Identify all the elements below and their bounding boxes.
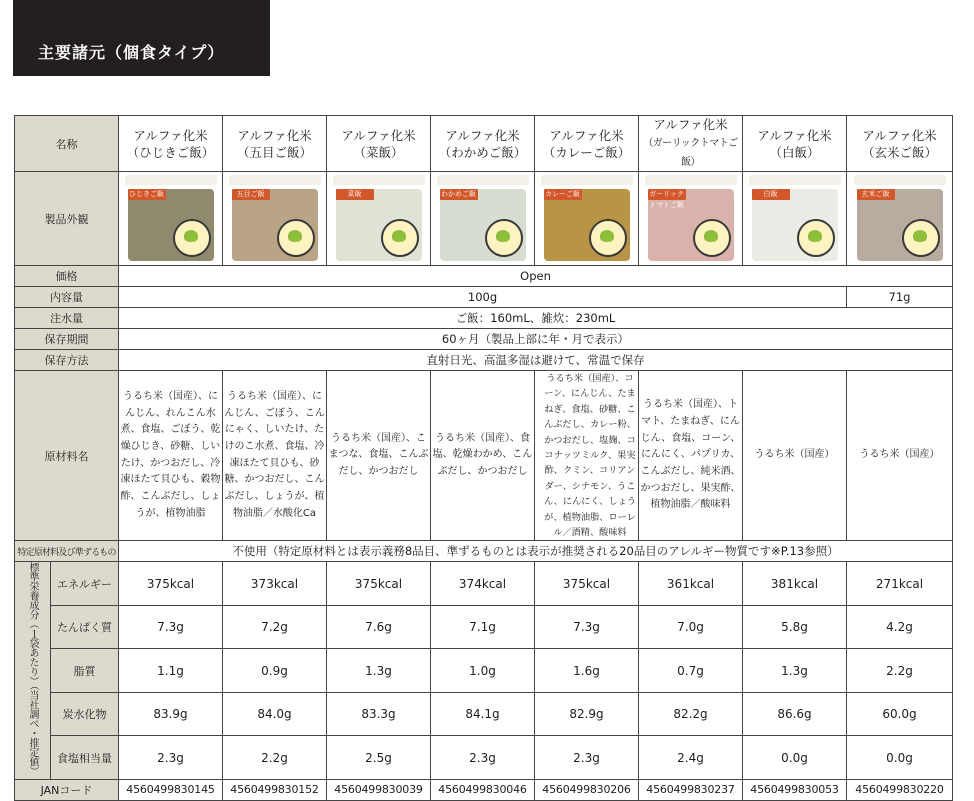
product-name: アルファ化米 （わかめご飯） xyxy=(431,116,535,172)
protein-value: 7.0g xyxy=(639,605,743,649)
product-name: アルファ化米 （カレーご飯） xyxy=(535,116,639,172)
price-value: Open xyxy=(119,266,953,287)
label-salt: 食塩相当量 xyxy=(51,736,119,780)
energy-value: 375kcal xyxy=(327,562,431,606)
row-allergen xyxy=(15,541,953,562)
salt-value: 2.4g xyxy=(639,736,743,780)
jan-code: 4560499830206 xyxy=(535,779,639,800)
label-energy: エネルギー xyxy=(51,562,119,606)
energy-value: 375kcal xyxy=(119,562,223,606)
label-protein: たんぱく質 xyxy=(51,605,119,649)
fat-value: 1.1g xyxy=(119,649,223,693)
protein-value: 4.2g xyxy=(847,605,953,649)
carbs-value: 82.9g xyxy=(535,692,639,736)
salt-value: 2.3g xyxy=(119,736,223,780)
product-name: アルファ化米 （五目ご飯） xyxy=(223,116,327,172)
carbs-value: 84.0g xyxy=(223,692,327,736)
content-value-genmai: 71g xyxy=(847,287,953,308)
carbs-value: 83.3g xyxy=(327,692,431,736)
ingredients-text: うるち米（国産）、こまつな、食塩、こんぶだし、かつおだし xyxy=(327,371,431,541)
label-jan: JANコード xyxy=(15,779,119,800)
label-water: 注水量 xyxy=(15,308,119,329)
product-name: アルファ化米 （菜飯） xyxy=(327,116,431,172)
label-fat: 脂質 xyxy=(51,649,119,693)
energy-value: 374kcal xyxy=(431,562,535,606)
storage-method-value: 直射日光、高温多湿は避けて、常温で保存 xyxy=(119,350,953,371)
fat-value: 0.9g xyxy=(223,649,327,693)
product-package-image: ひじきご飯 xyxy=(125,175,217,263)
protein-value: 7.3g xyxy=(535,605,639,649)
row-carbs xyxy=(15,692,953,736)
mascot-icon xyxy=(797,219,835,257)
label-name: 名称 xyxy=(15,116,119,172)
storage-period-value: 60ヶ月（製品上部に年・月で表示） xyxy=(119,329,953,350)
fat-value: 0.7g xyxy=(639,649,743,693)
row-jan xyxy=(15,779,953,800)
product-package-image: 玄米ご飯 xyxy=(854,175,946,263)
carbs-value: 84.1g xyxy=(431,692,535,736)
row-appearance xyxy=(15,172,953,266)
label-ingredients: 原材料名 xyxy=(15,371,119,541)
ingredients-text: うるち米（国産） xyxy=(847,371,953,541)
energy-value: 373kcal xyxy=(223,562,327,606)
ingredients-text: うるち米（国産） xyxy=(743,371,847,541)
energy-value: 271kcal xyxy=(847,562,953,606)
ingredients-text: うるち米（国産）、にんじん、ごぼう、こんにゃく、しいたけ、たけのこ水煮、食塩、冷凍ほたて貝ひも、砂糖、かつおだし、こんぶだし、しょうが、植物油脂／水酸化Ca xyxy=(223,371,327,541)
water-value: ご飯：160mL、雑炊：230mL xyxy=(119,308,953,329)
row-ingredients xyxy=(15,371,953,541)
label-price: 価格 xyxy=(15,266,119,287)
mascot-icon xyxy=(902,219,940,257)
fat-value: 1.3g xyxy=(327,649,431,693)
salt-value: 2.5g xyxy=(327,736,431,780)
product-package-image: 五目ご飯 xyxy=(229,175,321,263)
row-storage-method xyxy=(15,350,953,371)
row-price xyxy=(15,266,953,287)
mascot-icon xyxy=(693,219,731,257)
energy-value: 361kcal xyxy=(639,562,743,606)
salt-value: 2.3g xyxy=(431,736,535,780)
jan-code: 4560499830046 xyxy=(431,779,535,800)
fat-value: 1.3g xyxy=(743,649,847,693)
fat-value: 2.2g xyxy=(847,649,953,693)
row-fat xyxy=(15,649,953,693)
ingredients-text: うるち米（国産）、にんじん、れんこん水煮、食塩、ごぼう、乾燥ひじき、砂糖、しいたけ、かつおだし、冷凍ほたて貝ひも、穀物酢、こんぶだし、しょうが、植物油脂 xyxy=(119,371,223,541)
row-energy xyxy=(15,562,953,606)
label-storage-period: 保存期間 xyxy=(15,329,119,350)
salt-value: 2.2g xyxy=(223,736,327,780)
product-name: アルファ化米 （ガーリックトマトご飯） xyxy=(639,116,743,172)
jan-code: 4560499830145 xyxy=(119,779,223,800)
protein-value: 7.2g xyxy=(223,605,327,649)
fat-value: 1.0g xyxy=(431,649,535,693)
product-name: アルファ化米 （白飯） xyxy=(743,116,847,172)
ingredients-text: うるち米（国産）、トマト、たまねぎ、にんじん、食塩、コーン、にんにく、パプリカ、こんぶだし、純米酒、かつおだし、果実酢、植物油脂／酸味料 xyxy=(639,371,743,541)
label-allergen: 特定原材料及び準ずるもの xyxy=(15,541,119,562)
protein-value: 7.3g xyxy=(119,605,223,649)
page-title: 主要諸元（個食タイプ） xyxy=(38,43,225,62)
label-appearance: 製品外観 xyxy=(15,172,119,266)
product-package-image: ガーリックトマトご飯 xyxy=(645,175,737,263)
jan-code: 4560499830053 xyxy=(743,779,847,800)
mascot-icon xyxy=(277,219,315,257)
product-package-image: わかめご飯 xyxy=(437,175,529,263)
mascot-icon xyxy=(485,219,523,257)
jan-code: 4560499830237 xyxy=(639,779,743,800)
ingredients-text: うるち米（国産）、食塩、乾燥わかめ、こんぶだし、かつおだし xyxy=(431,371,535,541)
carbs-value: 83.9g xyxy=(119,692,223,736)
protein-value: 5.8g xyxy=(743,605,847,649)
mascot-icon xyxy=(173,219,211,257)
allergen-value: 不使用（特定原材料とは表示義務8品目、準ずるものとは表示が推奨される20品目のアレルギー物質です※P.13参照） xyxy=(119,541,953,562)
jan-code: 4560499830039 xyxy=(327,779,431,800)
protein-value: 7.1g xyxy=(431,605,535,649)
content-value: 100g xyxy=(119,287,847,308)
ingredients-text: うるち米（国産）、コーン、にんじん、たまねぎ、食塩、砂糖、こんぶだし、カレー粉、かつおだし、塩麹、ココナッツミルク、果実酢、クミン、コリアンダー、シナモン、うこん、にんにく、しょうが、植物油脂、ローレル／酒精、酸味料 xyxy=(535,371,639,541)
jan-code: 4560499830152 xyxy=(223,779,327,800)
product-name: アルファ化米 （玄米ご飯） xyxy=(847,116,953,172)
row-salt xyxy=(15,736,953,780)
jan-code: 4560499830220 xyxy=(847,779,953,800)
energy-value: 381kcal xyxy=(743,562,847,606)
fat-value: 1.6g xyxy=(535,649,639,693)
product-package-image: 菜飯 xyxy=(333,175,425,263)
carbs-value: 60.0g xyxy=(847,692,953,736)
carbs-value: 86.6g xyxy=(743,692,847,736)
label-nutrition-group: 標準栄養成分（１袋あたり）（当社調べ・推定値） xyxy=(15,562,51,780)
row-water xyxy=(15,308,953,329)
row-protein xyxy=(15,605,953,649)
mascot-icon xyxy=(381,219,419,257)
protein-value: 7.6g xyxy=(327,605,431,649)
row-name xyxy=(15,116,953,172)
title-banner xyxy=(13,0,270,76)
product-name: アルファ化米 （ひじきご飯） xyxy=(119,116,223,172)
salt-value: 0.0g xyxy=(743,736,847,780)
mascot-icon xyxy=(589,219,627,257)
product-package-image: カレーご飯 xyxy=(541,175,633,263)
salt-value: 2.3g xyxy=(535,736,639,780)
spec-table xyxy=(14,115,953,801)
row-storage-period xyxy=(15,329,953,350)
label-content: 内容量 xyxy=(15,287,119,308)
label-storage-method: 保存方法 xyxy=(15,350,119,371)
salt-value: 0.0g xyxy=(847,736,953,780)
row-content xyxy=(15,287,953,308)
energy-value: 375kcal xyxy=(535,562,639,606)
product-package-image: 白飯 xyxy=(749,175,841,263)
carbs-value: 82.2g xyxy=(639,692,743,736)
label-carbs: 炭水化物 xyxy=(51,692,119,736)
